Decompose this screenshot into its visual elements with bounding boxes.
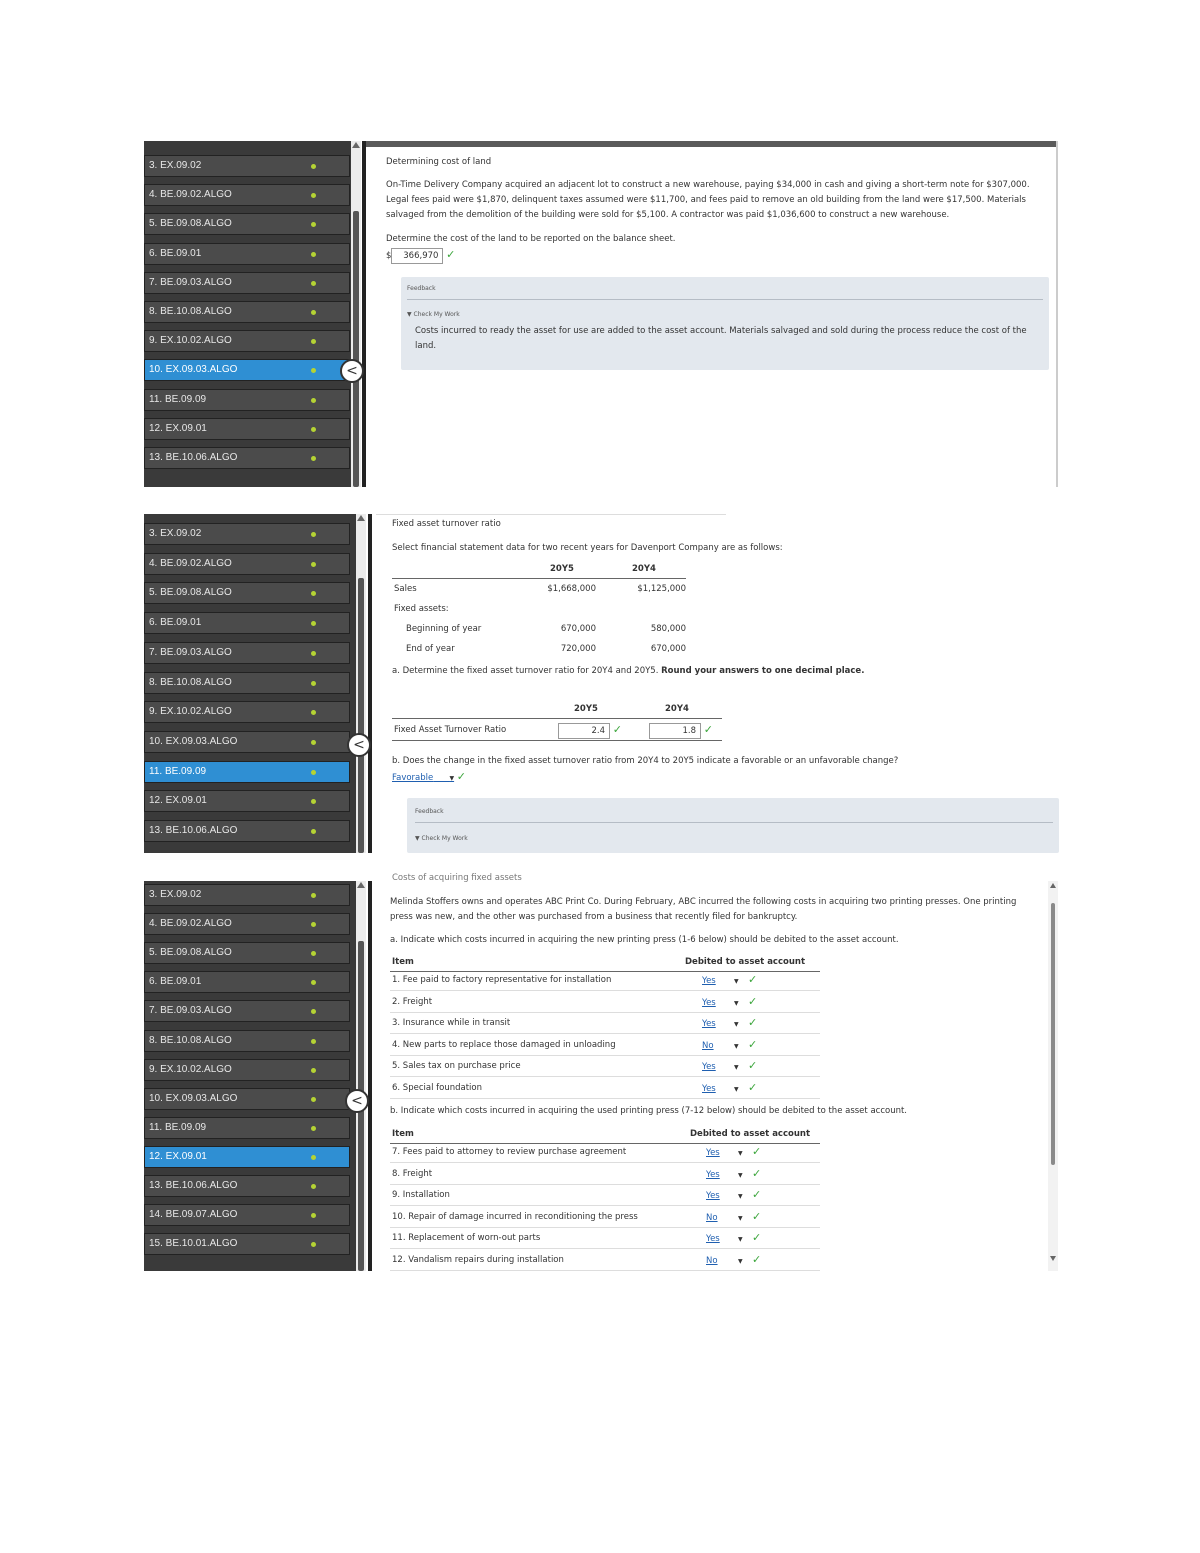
ratio-col-20y4: 20Y4 bbox=[665, 704, 689, 714]
sidebar-item[interactable] bbox=[144, 184, 350, 206]
table-row bbox=[390, 1016, 830, 1034]
sidebar-item-label: 7. BE.09.03.ALGO bbox=[149, 646, 232, 658]
question-a-text: a. Determine the fixed asset turnover ratio for 20Y4 and 20Y5. bbox=[392, 666, 659, 676]
answer-row bbox=[386, 247, 455, 264]
scroll-down-arrow-icon[interactable] bbox=[1050, 1256, 1056, 1261]
sidebar-item-label: 5. BE.09.08.ALGO bbox=[149, 587, 232, 599]
status-dot-icon bbox=[311, 651, 316, 656]
sidebar-item[interactable] bbox=[144, 523, 350, 545]
status-dot-icon bbox=[311, 681, 316, 686]
sidebar-item-label: 11. BE.09.09 bbox=[149, 1121, 207, 1133]
dropdown-caret-icon: ▼ bbox=[734, 978, 739, 985]
table-row bbox=[390, 1231, 830, 1249]
correct-check-icon: ✓ bbox=[752, 1145, 762, 1158]
item-label: 3. Insurance while in transit bbox=[392, 1018, 511, 1029]
item-label: 5. Sales tax on purchase price bbox=[392, 1061, 521, 1072]
question-intro: Select financial statement data for two recent years for Davenport Company are as follows: bbox=[392, 543, 783, 553]
answer-b-row bbox=[392, 769, 466, 786]
dropdown-value: Yes bbox=[706, 1148, 720, 1158]
sidebar-item-label: 7. BE.09.03.ALGO bbox=[149, 1005, 232, 1017]
panel-divider bbox=[368, 514, 372, 853]
ratio-col-20y5: 20Y5 bbox=[574, 704, 598, 714]
question-a: a. Indicate which costs incurred in acquiring the new printing press (1-6 below) should be debited to the asset account. bbox=[390, 935, 899, 945]
debit-answer-group bbox=[702, 1015, 757, 1032]
yes-no-dropdown[interactable] bbox=[706, 1232, 748, 1247]
check-my-work-toggle[interactable]: ▼ Check My Work bbox=[415, 835, 468, 842]
item-label: 1. Fee paid to factory representative for installation bbox=[392, 975, 612, 985]
status-dot-icon bbox=[311, 951, 316, 956]
dropdown-value: Yes bbox=[706, 1191, 720, 1202]
status-dot-icon bbox=[311, 427, 316, 432]
sidebar-item-label: 14. BE.09.07.ALGO bbox=[149, 1209, 238, 1221]
status-dot-icon bbox=[311, 281, 316, 286]
sidebar-item-label: 10. EX.09.03.ALGO bbox=[149, 364, 238, 376]
check-my-work-toggle[interactable]: ▼ Check My Work bbox=[407, 311, 460, 318]
sidebar-item[interactable] bbox=[144, 359, 350, 381]
sidebar-item[interactable] bbox=[144, 1233, 350, 1255]
sidebar-item[interactable] bbox=[144, 553, 350, 575]
sidebar-item-label: 5. BE.09.08.ALGO bbox=[149, 947, 232, 959]
sidebar-item-label: 4. BE.09.02.ALGO bbox=[149, 918, 232, 930]
dropdown-value: Yes bbox=[706, 1169, 720, 1180]
correct-check-icon: ✓ bbox=[748, 1016, 758, 1030]
status-dot-icon bbox=[311, 1068, 316, 1073]
screenshot-panel-1 bbox=[144, 141, 1058, 487]
content-scrollbar[interactable] bbox=[1048, 881, 1058, 1271]
fin-row-value: 720,000 bbox=[560, 644, 596, 654]
status-dot-icon bbox=[311, 740, 316, 745]
sidebar-item-label: 6. BE.09.01 bbox=[149, 617, 202, 629]
correct-check-icon: ✓ bbox=[752, 1209, 762, 1223]
dropdown-caret-icon: ▼ bbox=[734, 1042, 739, 1050]
item-label: 7. Fees paid to attorney to review purchase agreement bbox=[392, 1147, 627, 1157]
dropdown-value: Yes bbox=[706, 1234, 720, 1245]
screenshot-panel-3 bbox=[144, 873, 1058, 1271]
dropdown-caret-icon: ▼ bbox=[449, 775, 455, 782]
row-separator bbox=[390, 1248, 820, 1249]
dropdown-value: No bbox=[706, 1256, 718, 1266]
ratio-20y5-input[interactable]: 2.4 bbox=[558, 723, 610, 739]
debit-answer-group bbox=[706, 1252, 761, 1269]
status-dot-icon bbox=[311, 621, 316, 626]
sidebar-item-label: 13. BE.10.06.ALGO bbox=[149, 825, 238, 836]
sidebar-item-label: 7. BE.09.03.ALGO bbox=[149, 276, 232, 288]
item-label: 11. Replacement of worn-out parts bbox=[392, 1233, 541, 1244]
col-header-20y5: 20Y5 bbox=[550, 564, 574, 574]
yes-no-dropdown[interactable] bbox=[702, 1017, 744, 1032]
dropdown-caret-icon: ▼ bbox=[738, 1150, 743, 1157]
col-debited-a: Debited to asset account bbox=[685, 957, 806, 967]
yes-no-dropdown[interactable] bbox=[706, 1146, 748, 1161]
dropdown-value: Yes bbox=[702, 976, 716, 986]
sidebar-item[interactable] bbox=[144, 1059, 350, 1081]
status-dot-icon bbox=[311, 222, 316, 227]
dropdown-value: Yes bbox=[702, 1084, 716, 1094]
fin-row-value: 580,000 bbox=[650, 624, 686, 634]
sidebar-item-label: 8. BE.10.08.ALGO bbox=[149, 306, 232, 317]
table-row bbox=[390, 973, 830, 991]
sidebar-item[interactable] bbox=[144, 1175, 350, 1197]
status-dot-icon bbox=[311, 339, 316, 344]
status-dot-icon bbox=[311, 193, 316, 198]
fin-row-label: Fixed assets: bbox=[394, 604, 449, 614]
debit-answer-group bbox=[706, 1209, 761, 1226]
dropdown-caret-icon: ▼ bbox=[738, 1171, 743, 1179]
status-dot-icon bbox=[311, 1213, 316, 1218]
status-dot-icon bbox=[311, 1039, 316, 1044]
debit-answer-group bbox=[706, 1144, 761, 1161]
question-intro: Melinda Stoffers owns and operates ABC Print Co. During February, ABC incurred the following costs in acquiring two printing presses. One printing press was new, and the other was purchased from a business that recently filed for bankruptcy. bbox=[390, 897, 1017, 922]
sidebar-item[interactable] bbox=[144, 884, 350, 906]
table-row bbox=[390, 1210, 830, 1228]
status-dot-icon bbox=[311, 398, 316, 403]
feedback-box bbox=[401, 277, 1049, 370]
fin-row-value: $1,668,000 bbox=[547, 584, 596, 594]
fin-data-table bbox=[392, 582, 686, 662]
scrollbar-thumb[interactable] bbox=[358, 578, 364, 853]
table-row bbox=[390, 1081, 830, 1099]
dropdown-value: No bbox=[702, 1040, 714, 1051]
question-a bbox=[392, 664, 864, 679]
question-b: b. Indicate which costs incurred in acquiring the used printing press (7-12 below) should be debited to the asset account. bbox=[390, 1106, 908, 1116]
item-label: 2. Freight bbox=[392, 996, 433, 1007]
assignment-sidebar bbox=[144, 881, 360, 1271]
sidebar-item-label: 10. EX.09.03.ALGO bbox=[149, 1092, 238, 1104]
yes-no-dropdown[interactable] bbox=[702, 1060, 744, 1075]
row-separator bbox=[390, 990, 820, 991]
ratio-20y5-group bbox=[558, 722, 622, 739]
question-b: b. Does the change in the fixed asset turnover ratio from 20Y4 to 20Y5 indicate a favorable or an unfavorable change? bbox=[392, 756, 899, 766]
row-separator bbox=[390, 1162, 820, 1163]
table-row bbox=[390, 1059, 830, 1077]
question-paragraph: On-Time Delivery Company acquired an adjacent lot to construct a new warehouse, paying $34,000 in cash and giving a short-term note for $307,000. Legal fees paid were $1,870, delinquent taxes assumed were $11,700, and fees paid to remove an old building from the land were $17,500. Materials salvaged from the demolition of the building were sold for $5,100. A contractor was paid $1,036,600 to construct a new warehouse. bbox=[386, 180, 1030, 220]
sidebar-item-label: 5. BE.09.08.ALGO bbox=[149, 218, 232, 230]
status-dot-icon bbox=[311, 1155, 316, 1160]
fin-row-label: End of year bbox=[406, 644, 455, 654]
sidebar-item[interactable] bbox=[144, 1030, 350, 1052]
col-item-a: Item bbox=[392, 957, 414, 967]
sidebar-item[interactable] bbox=[144, 272, 350, 294]
feedback-box bbox=[407, 798, 1059, 853]
dropdown-caret-icon: ▼ bbox=[738, 1193, 743, 1201]
sidebar-item-label: 10. EX.09.03.ALGO bbox=[149, 735, 238, 747]
correct-check-icon: ✓ bbox=[612, 723, 622, 736]
ratio-label: Fixed Asset Turnover Ratio bbox=[394, 725, 507, 735]
feedback-separator bbox=[415, 822, 1053, 823]
items-a-list bbox=[390, 973, 830, 1103]
question-title: Fixed asset turnover ratio bbox=[392, 519, 501, 529]
ratio-header-underline bbox=[392, 718, 722, 719]
item-label: 6. Special foundation bbox=[392, 1083, 482, 1093]
status-dot-icon bbox=[311, 770, 316, 775]
status-dot-icon bbox=[311, 829, 316, 834]
sidebar-item-label: 12. EX.09.01 bbox=[149, 422, 207, 434]
row-separator bbox=[390, 1270, 820, 1271]
debit-answer-group bbox=[702, 1037, 757, 1054]
sidebar-item-label: 11. BE.09.09 bbox=[149, 393, 207, 405]
sidebar-item-label: 13. BE.10.06.ALGO bbox=[149, 452, 238, 463]
row-separator bbox=[390, 1033, 820, 1034]
sidebar-item-label: 8. BE.10.08.ALGO bbox=[149, 676, 232, 688]
sidebar-item-label: 4. BE.09.02.ALGO bbox=[149, 189, 232, 201]
sidebar-item[interactable] bbox=[144, 731, 350, 753]
row-separator bbox=[390, 1012, 820, 1013]
question-content bbox=[370, 141, 1058, 487]
status-dot-icon bbox=[311, 1126, 316, 1131]
status-dot-icon bbox=[311, 980, 316, 985]
sidebar-item[interactable] bbox=[144, 330, 350, 352]
sidebar-item[interactable] bbox=[144, 1117, 350, 1139]
table-row bbox=[390, 1253, 830, 1271]
status-dot-icon bbox=[311, 922, 316, 927]
debit-answer-group bbox=[702, 1080, 757, 1097]
fin-row-label: Beginning of year bbox=[406, 624, 482, 634]
question-title-partial: Costs of acquiring fixed assets bbox=[392, 873, 522, 883]
item-label: 10. Repair of damage incurred in reconditioning the press bbox=[392, 1211, 638, 1222]
yes-no-dropdown[interactable] bbox=[706, 1189, 748, 1204]
assignment-sidebar bbox=[144, 514, 360, 853]
sidebar-item[interactable] bbox=[144, 389, 350, 411]
scroll-up-arrow-icon[interactable] bbox=[357, 882, 365, 888]
table-row bbox=[390, 995, 830, 1013]
sidebar-item[interactable] bbox=[144, 820, 350, 842]
sidebar-item[interactable] bbox=[144, 942, 350, 964]
table-row bbox=[390, 1145, 830, 1163]
feedback-text: Costs incurred to ready the asset for use are added to the asset account. Materials salvaged and sold during the process reduce the cost of the land. bbox=[415, 326, 1027, 351]
row-separator bbox=[390, 1055, 820, 1056]
sidebar-item-label: 12. EX.09.01 bbox=[149, 1150, 207, 1162]
sidebar-item-label: 9. EX.10.02.ALGO bbox=[149, 1063, 232, 1075]
question-a-instruction: Round your answers to one decimal place. bbox=[661, 666, 865, 676]
table-row bbox=[390, 1038, 830, 1056]
assignment-sidebar bbox=[144, 141, 356, 487]
correct-check-icon: ✓ bbox=[748, 973, 758, 986]
yes-no-dropdown[interactable] bbox=[706, 1211, 748, 1226]
scrollbar-thumb[interactable] bbox=[353, 211, 359, 487]
dropdown-caret-icon: ▼ bbox=[734, 1021, 739, 1029]
land-cost-input[interactable]: 366,970 bbox=[391, 248, 443, 264]
dropdown-caret-icon: ▼ bbox=[738, 1258, 743, 1265]
yes-no-dropdown[interactable] bbox=[706, 1254, 748, 1269]
sidebar-item[interactable] bbox=[144, 701, 350, 723]
sidebar-item-label: 8. BE.10.08.ALGO bbox=[149, 1034, 232, 1046]
sidebar-item-label: 9. EX.10.02.ALGO bbox=[149, 706, 232, 718]
correct-check-icon: ✓ bbox=[703, 723, 713, 736]
debit-answer-group bbox=[706, 1187, 761, 1204]
status-dot-icon bbox=[311, 1184, 316, 1189]
sidebar-item[interactable] bbox=[144, 582, 350, 604]
correct-check-icon: ✓ bbox=[748, 1059, 758, 1073]
status-dot-icon bbox=[311, 1009, 316, 1014]
item-label: 9. Installation bbox=[392, 1190, 450, 1201]
sidebar-item-label: 15. BE.10.01.ALGO bbox=[149, 1238, 238, 1250]
panel-divider bbox=[368, 881, 372, 1271]
sidebar-item[interactable] bbox=[144, 243, 350, 265]
dropdown-caret-icon: ▼ bbox=[738, 1236, 743, 1244]
feedback-separator bbox=[407, 299, 1043, 300]
sidebar-item-label: 3. EX.09.02 bbox=[149, 889, 202, 900]
sidebar-item[interactable] bbox=[144, 672, 350, 694]
col-header-20y4: 20Y4 bbox=[632, 564, 656, 574]
ratio-20y4-group bbox=[649, 722, 713, 739]
item-label: 12. Vandalism repairs during installation bbox=[392, 1255, 564, 1265]
fin-row-value: 670,000 bbox=[650, 644, 686, 654]
row-separator bbox=[390, 1184, 820, 1185]
yes-no-dropdown[interactable] bbox=[702, 974, 744, 989]
screenshot-panel-2 bbox=[144, 514, 1058, 853]
collapse-sidebar-button[interactable]: < bbox=[345, 1089, 369, 1113]
scroll-up-arrow-icon[interactable] bbox=[352, 142, 360, 148]
feedback-title: Feedback bbox=[407, 285, 436, 292]
sidebar-item[interactable] bbox=[144, 155, 350, 177]
scrollbar-thumb[interactable] bbox=[1051, 903, 1055, 1165]
sidebar-item[interactable] bbox=[144, 913, 350, 935]
status-dot-icon bbox=[311, 710, 316, 715]
yes-no-dropdown[interactable] bbox=[706, 1168, 748, 1183]
col-item-b: Item bbox=[392, 1129, 414, 1139]
sidebar-item[interactable] bbox=[144, 1000, 350, 1022]
table-row bbox=[390, 1188, 830, 1206]
correct-check-icon: ✓ bbox=[752, 1166, 762, 1180]
status-dot-icon bbox=[311, 591, 316, 596]
items-b-list bbox=[390, 1145, 830, 1275]
status-dot-icon bbox=[311, 1097, 316, 1102]
item-label: 8. Freight bbox=[392, 1168, 433, 1179]
currency-symbol: $ bbox=[386, 251, 392, 261]
sidebar-item[interactable] bbox=[144, 642, 350, 664]
row-separator bbox=[390, 1227, 820, 1228]
sidebar-item-label: 12. EX.09.01 bbox=[149, 795, 207, 807]
debit-answer-group bbox=[706, 1166, 761, 1183]
sidebar-scrollbar[interactable] bbox=[351, 141, 361, 487]
correct-check-icon: ✓ bbox=[456, 770, 467, 783]
correct-check-icon: ✓ bbox=[752, 1188, 762, 1202]
feedback-title: Feedback bbox=[415, 808, 444, 815]
status-dot-icon bbox=[311, 252, 316, 257]
yes-no-dropdown[interactable] bbox=[702, 1082, 744, 1097]
correct-check-icon: ✓ bbox=[748, 1037, 758, 1051]
dropdown-caret-icon: ▼ bbox=[734, 999, 739, 1007]
debit-answer-group bbox=[702, 994, 757, 1011]
sidebar-item-label: 6. BE.09.01 bbox=[149, 976, 202, 988]
sidebar-item[interactable] bbox=[144, 1146, 350, 1168]
scroll-up-arrow-icon[interactable] bbox=[1050, 883, 1056, 888]
row-separator bbox=[390, 1205, 820, 1206]
status-dot-icon bbox=[311, 368, 316, 373]
question-prompt: Determine the cost of the land to be reported on the balance sheet. bbox=[386, 234, 676, 244]
sidebar-item-label: 6. BE.09.01 bbox=[149, 247, 202, 259]
correct-check-icon: ✓ bbox=[748, 994, 758, 1008]
debit-answer-group bbox=[706, 1230, 761, 1247]
yes-no-dropdown[interactable] bbox=[702, 996, 744, 1011]
status-dot-icon bbox=[311, 1242, 316, 1247]
sidebar-item[interactable] bbox=[144, 790, 350, 812]
dropdown-caret-icon: ▼ bbox=[734, 1064, 739, 1072]
row-separator bbox=[390, 1098, 820, 1099]
sidebar-item[interactable] bbox=[144, 301, 350, 323]
question-content bbox=[376, 514, 1058, 853]
sidebar-item-label: 9. EX.10.02.ALGO bbox=[149, 335, 232, 347]
sidebar-item-label: 11. BE.09.09 bbox=[149, 765, 207, 777]
sidebar-item-label: 3. EX.09.02 bbox=[149, 528, 202, 539]
status-dot-icon bbox=[311, 799, 316, 804]
sidebar-item[interactable] bbox=[144, 213, 350, 235]
correct-check-icon: ✓ bbox=[446, 248, 456, 261]
sidebar-scrollbar[interactable] bbox=[356, 514, 366, 853]
dropdown-value: Yes bbox=[702, 1062, 716, 1073]
col-debited-b: Debited to asset account bbox=[690, 1129, 811, 1139]
debit-answer-group bbox=[702, 1058, 757, 1075]
dropdown-value: No bbox=[706, 1212, 718, 1223]
collapse-sidebar-button[interactable]: < bbox=[347, 733, 371, 757]
dropdown-caret-icon: ▼ bbox=[738, 1214, 743, 1222]
status-dot-icon bbox=[311, 562, 316, 567]
dropdown-caret-icon: ▼ bbox=[734, 1086, 739, 1093]
sidebar-item[interactable] bbox=[144, 447, 350, 469]
ratio-20y4-input[interactable]: 1.8 bbox=[649, 723, 701, 739]
sidebar-item-label: 13. BE.10.06.ALGO bbox=[149, 1180, 238, 1191]
status-dot-icon bbox=[311, 893, 316, 898]
fin-row-value: $1,125,000 bbox=[637, 584, 686, 594]
dropdown-value: Yes bbox=[702, 1019, 716, 1030]
sidebar-item-label: 4. BE.09.02.ALGO bbox=[149, 557, 232, 569]
debit-answer-group bbox=[702, 972, 757, 989]
status-dot-icon bbox=[311, 164, 316, 169]
header-underline bbox=[392, 578, 686, 579]
correct-check-icon: ✓ bbox=[748, 1081, 758, 1094]
sidebar-item[interactable] bbox=[144, 971, 350, 993]
row-separator bbox=[390, 1076, 820, 1077]
fin-row-value: 670,000 bbox=[560, 624, 596, 634]
question-title: Determining cost of land bbox=[386, 157, 492, 167]
scroll-up-arrow-icon[interactable] bbox=[357, 515, 365, 521]
sidebar-item[interactable] bbox=[144, 761, 350, 783]
fin-row-label: Sales bbox=[394, 584, 417, 594]
top-tab-line bbox=[376, 514, 726, 515]
correct-check-icon: ✓ bbox=[752, 1253, 762, 1266]
item-label: 4. New parts to replace those damaged in unloading bbox=[392, 1039, 616, 1050]
sidebar-item[interactable] bbox=[144, 1204, 350, 1226]
sidebar-scrollbar[interactable] bbox=[356, 881, 366, 1271]
correct-check-icon: ✓ bbox=[752, 1231, 762, 1245]
status-dot-icon bbox=[311, 532, 316, 537]
status-dot-icon bbox=[311, 456, 316, 461]
sidebar-item[interactable] bbox=[144, 418, 350, 440]
dropdown-value: Yes bbox=[702, 997, 716, 1008]
table-row bbox=[390, 1167, 830, 1185]
panel-divider bbox=[362, 141, 366, 487]
yes-no-dropdown[interactable] bbox=[702, 1039, 744, 1054]
sidebar-item[interactable] bbox=[144, 1088, 350, 1110]
question-content bbox=[376, 873, 1058, 1271]
favorable-dropdown[interactable]: Favorable ▼ bbox=[392, 773, 455, 783]
ratio-row-underline bbox=[392, 740, 722, 741]
status-dot-icon bbox=[311, 310, 316, 315]
sidebar-item[interactable] bbox=[144, 612, 350, 634]
collapse-sidebar-button[interactable]: < bbox=[340, 359, 364, 383]
sidebar-item-label: 3. EX.09.02 bbox=[149, 160, 202, 171]
